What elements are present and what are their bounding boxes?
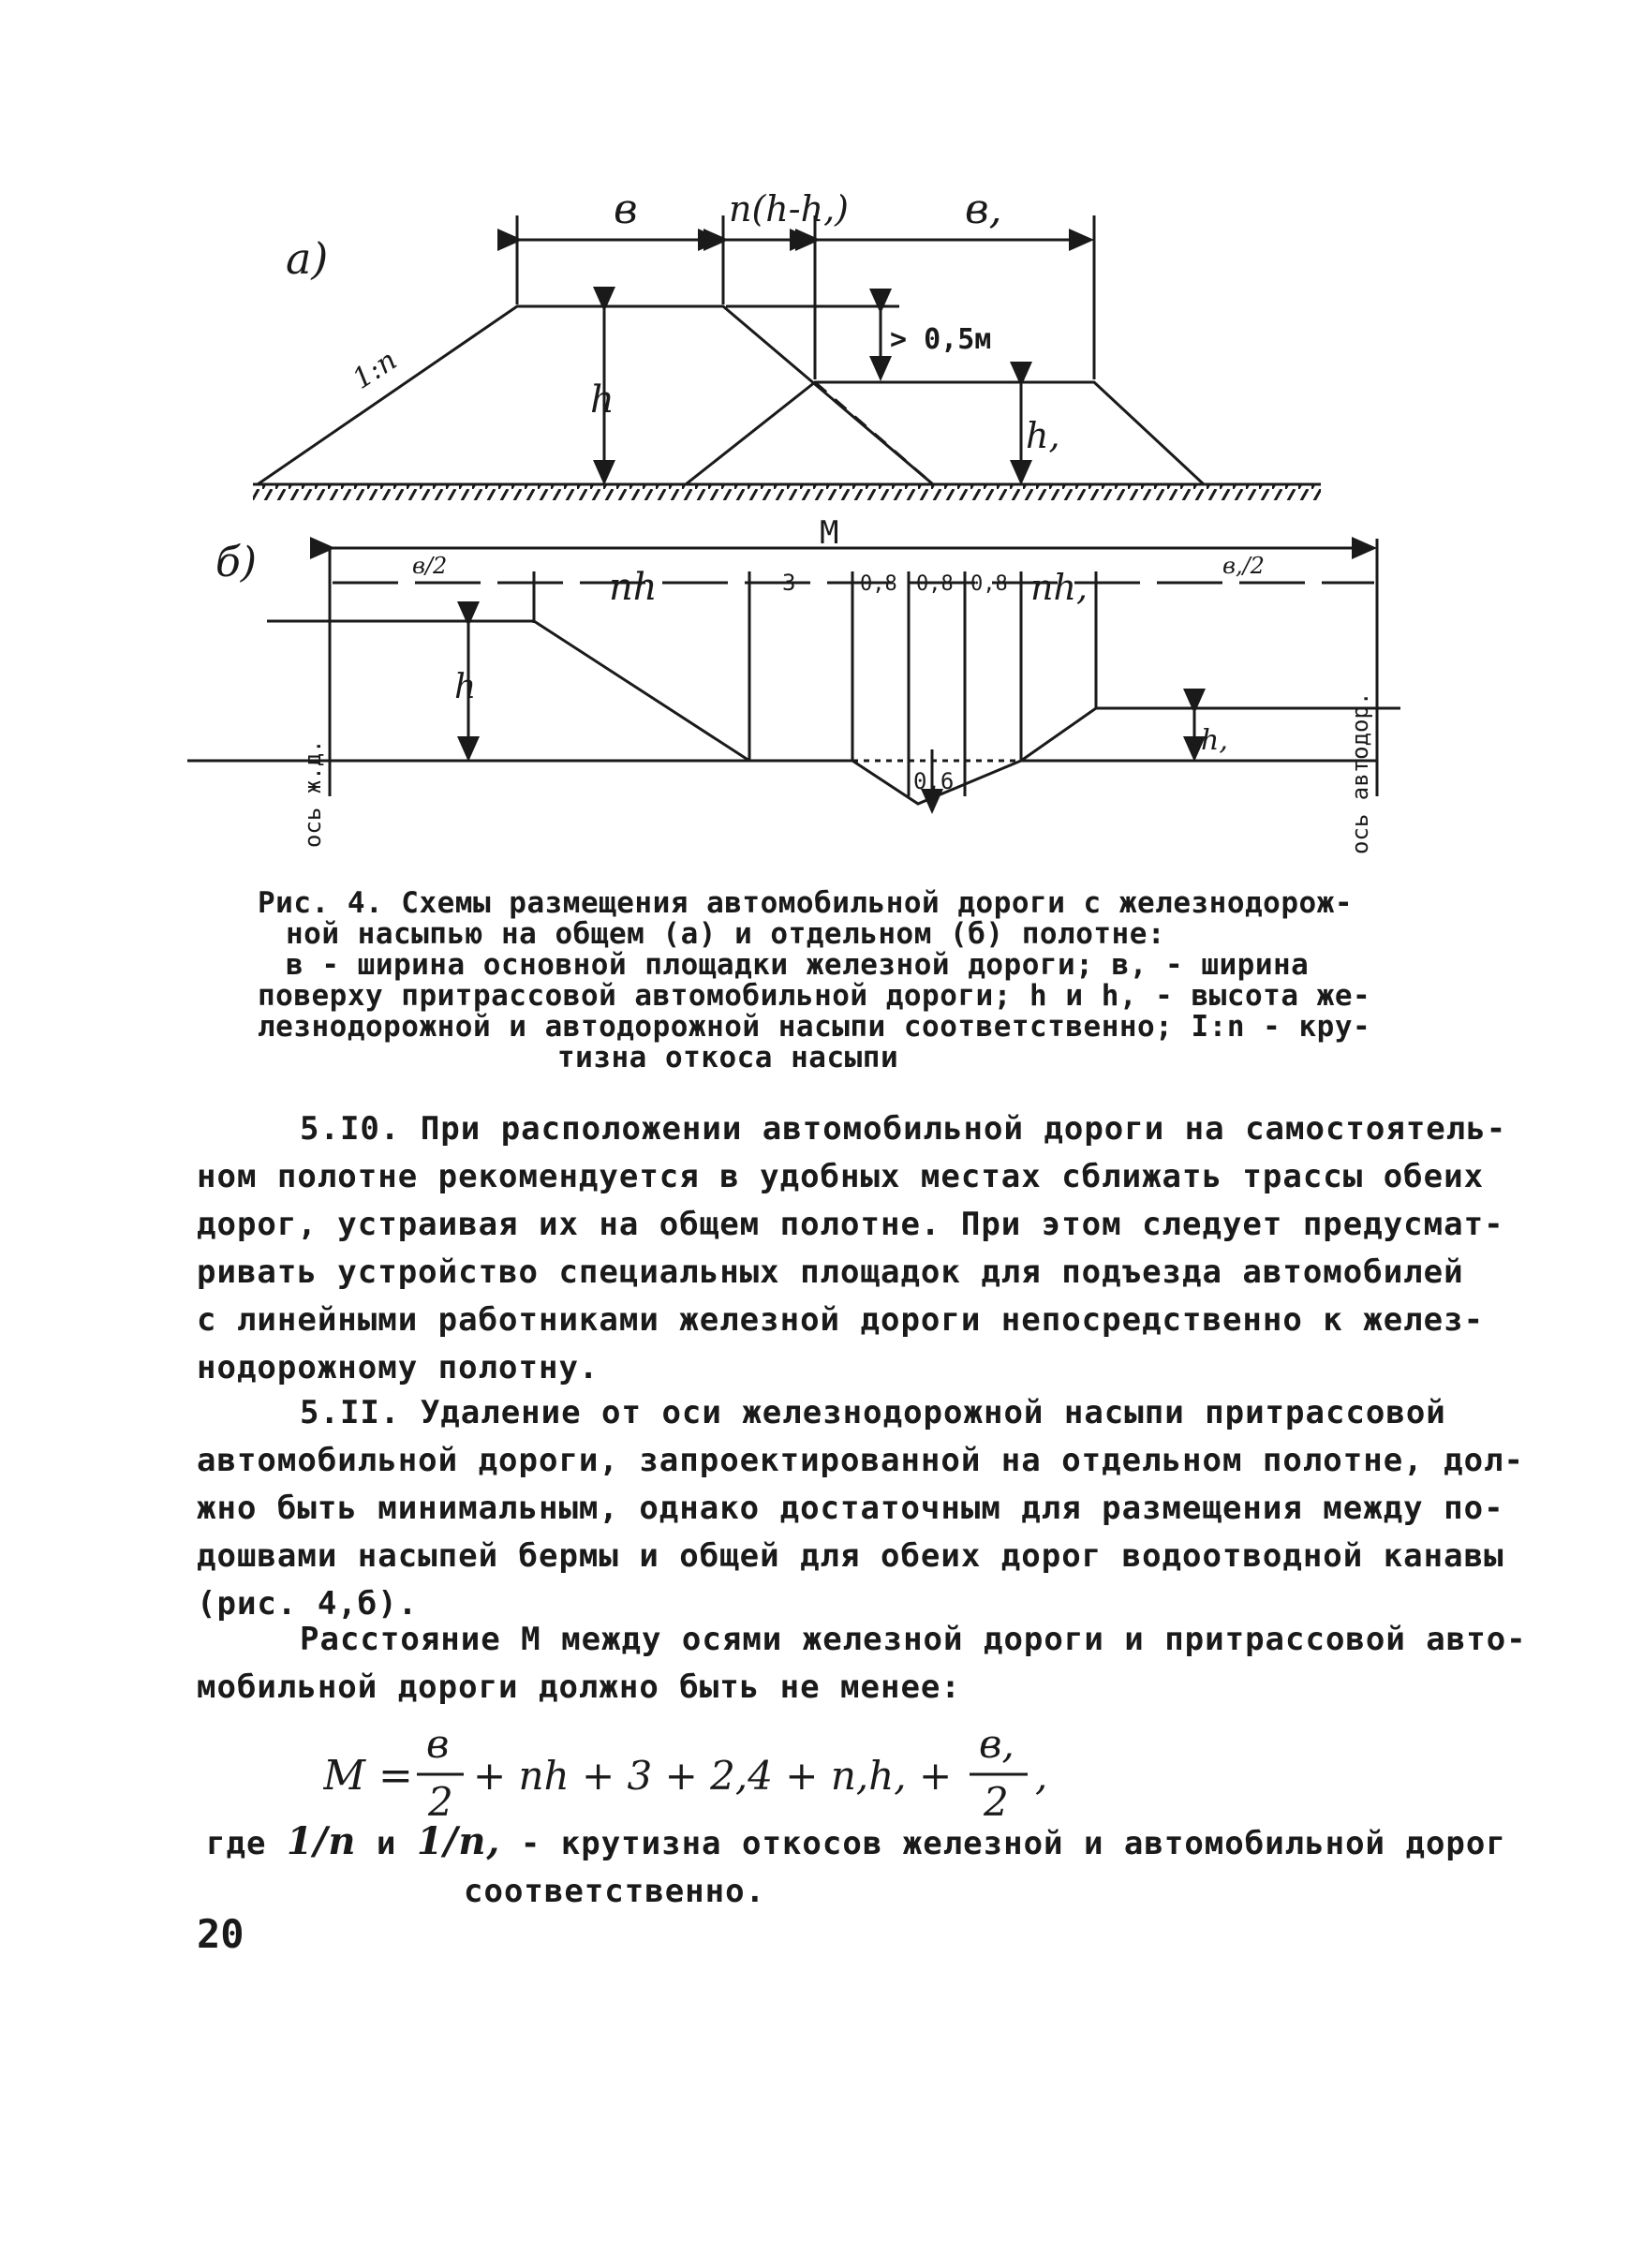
dim-b-label: в <box>614 185 638 233</box>
height-h-label: h <box>590 378 615 422</box>
paragraph-line: (рис. 4,б). <box>197 1585 419 1623</box>
where-sym2: 1/n, <box>416 1819 501 1863</box>
paragraph-line: ном полотне рекомендуется в удобных местах сближать трассы обеих <box>197 1158 1485 1195</box>
axis-right-label: ось автодор. <box>1347 691 1373 854</box>
axis-left-label: ось ж.д. <box>300 739 326 848</box>
paragraph-line: нодорожному полотну. <box>197 1349 600 1386</box>
distance-text <box>197 1616 1527 1712</box>
dim-nh1-label: nh, <box>1030 567 1088 608</box>
offset-label: > 0,5м <box>890 323 992 356</box>
dim-3-label: 3 <box>782 570 796 596</box>
paragraph-line: жно быть минимальным, однако достаточным для размещения между по- <box>197 1490 1504 1527</box>
dim-b-half-label: в/2 <box>412 553 448 579</box>
where-sym1: 1/n <box>286 1819 357 1863</box>
paragraph-line: дорог, устраивая их на общем полотне. При этом следует предусмат- <box>197 1206 1504 1243</box>
caption-line: поверху притрассовой автомобильной дороги; h и h, - высота же- <box>258 979 1371 1013</box>
formula-tail: , <box>1035 1753 1048 1799</box>
paragraph-line: соответственно. <box>464 1873 766 1910</box>
where-prefix: где <box>206 1825 267 1862</box>
formula-lhs: M = <box>323 1752 413 1800</box>
section-5-11 <box>197 1389 1525 1628</box>
ditch-depth-label: 0,6 <box>913 768 955 794</box>
page-number: 20 <box>197 1911 244 1957</box>
panel-a <box>253 215 1321 500</box>
where-rest: - крутизна откосов железной и автомобильной дорог <box>520 1825 1506 1862</box>
formula-frac1-den: 2 <box>428 1779 453 1825</box>
dim-n-h-label: n(h-h,) <box>729 188 849 230</box>
height-h1-label: h, <box>1026 415 1060 456</box>
section-5-10 <box>197 1105 1507 1392</box>
dim-08-mid-label: 0,8 <box>916 572 954 596</box>
formula-frac2-den: 2 <box>984 1779 1009 1825</box>
slope-label: 1:n <box>347 343 404 396</box>
dim-nh-label: nh <box>609 566 658 609</box>
figure-caption <box>258 888 1410 1074</box>
paragraph-line <box>206 1817 1506 1868</box>
dim-m-label: M <box>820 514 839 552</box>
formula-middle: + nh + 3 + 2,4 + n,h, + <box>473 1753 953 1799</box>
dim-08-left-label: 0,8 <box>860 572 897 596</box>
caption-line: в - ширина основной площадки железной дороги; в, - ширина <box>286 948 1310 982</box>
panel-a-label: а) <box>286 233 329 284</box>
height-h1-b-label: h, <box>1201 724 1228 757</box>
paragraph-line: дошвами насыпей бермы и общей для обеих дорог водоотводной канавы <box>197 1537 1504 1575</box>
caption-line: лезнодорожной и автодорожной насыпи соответственно; I:n - кру- <box>258 1010 1371 1044</box>
height-h-b-label: h <box>454 668 477 706</box>
figure-4 <box>0 0 1629 871</box>
dim-b1-half-label: в,/2 <box>1222 553 1265 579</box>
formula-frac2-num: в, <box>979 1722 1014 1767</box>
paragraph-line: мобильной дороги должно быть не менее: <box>197 1668 961 1706</box>
where-text <box>206 1817 1506 1916</box>
paragraph-line: 5.I0. При расположении автомобильной дороги на самостоятель- <box>300 1110 1507 1148</box>
panel-b-label: б) <box>215 539 258 586</box>
where-and: и <box>376 1825 397 1862</box>
paragraph-line: автомобильной дороги, запроектированной на отдельном полотне, дол- <box>197 1442 1525 1479</box>
paragraph-line: 5.II. Удаление от оси железнодорожной насыпи притрассовой <box>300 1394 1446 1431</box>
formula-frac1-num: в <box>426 1722 450 1767</box>
dim-b1-label: в, <box>965 185 1002 233</box>
dim-08-right-label: 0,8 <box>970 572 1008 596</box>
paragraph-line: с линейными работниками железной дороги непосредственно к желез- <box>197 1301 1485 1339</box>
paragraph-line: ривать устройство специальных площадок для подъезда автомобилей <box>197 1253 1464 1291</box>
paragraph-line: Расстояние M между осями железной дороги и притрассовой авто- <box>300 1621 1527 1658</box>
caption-line: тизна откоса насыпи <box>557 1041 899 1075</box>
caption-line: ной насыпью на общем (а) и отдельном (б) полотне: <box>286 917 1166 951</box>
caption-line: Рис. 4. Схемы размещения автомобильной дороги с железнодорож- <box>258 886 1353 920</box>
